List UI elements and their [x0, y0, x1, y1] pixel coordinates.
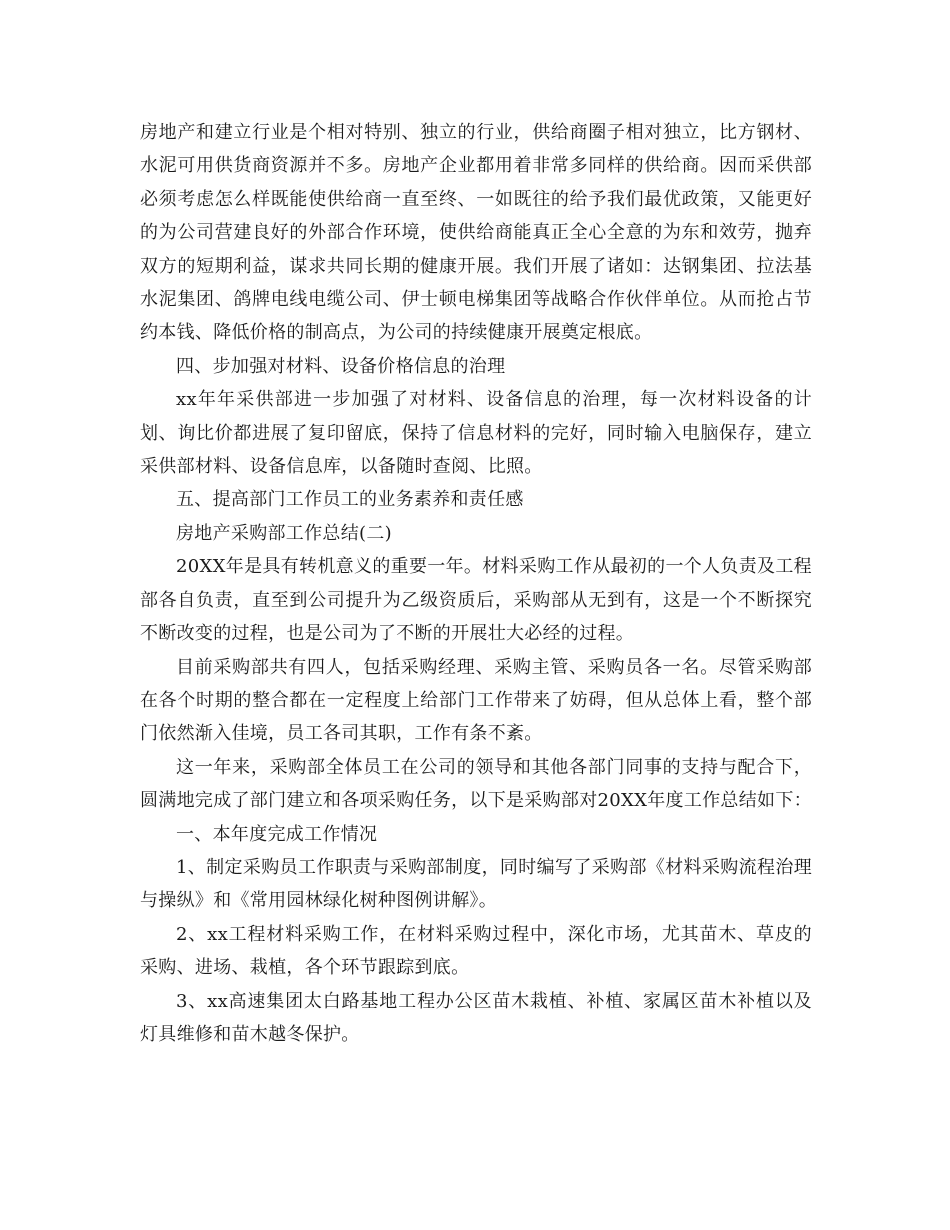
document-body [140, 116, 812, 1051]
paragraph-info-management: xx年年采供部进一步加强了对材料、设备信息的治理，每一次材料设备的计划、询比价都进展了复印留底，保持了信息材料的完好，同时输入电脑保存，建立采供部材料、设备信息库，以备随时查阅、比照。 [140, 389, 812, 478]
paragraph-year-overview: 20XX年是具有转机意义的重要一年。材料采购工作从最初的一个人负责及工程部各自负责，直至到公司提升为乙级资质后，采购部从无到有，这是一个不断探究不断改变的过程，也是公司为了不断的开展壮大必经的过程。 [140, 556, 812, 645]
heading-section-four: 四、步加强对材料、设备价格信息的治理 [176, 355, 506, 377]
list-item-2: 2、xx工程材料采购工作，在材料采购过程中，深化市场，尤其苗木、草皮的采购、进场、栽植，各个环节跟踪到底。 [140, 923, 812, 979]
list-item-1: 1、制定采购员工作职责与采购部制度，同时编写了采购部《材料采购流程治理与操纵》和《常用园林绿化树种图例讲解》。 [140, 856, 812, 912]
paragraph-summary-intro: 这一年来，采购部全体员工在公司的领导和其他各部门同事的支持与配合下，圆满地完成了部门建立和各项采购任务，以下是采购部对20XX年度工作总结如下： [140, 756, 812, 812]
document-subtitle: 房地产采购部工作总结(二) [176, 522, 392, 544]
heading-section-five: 五、提高部门工作员工的业务素养和责任感 [176, 489, 524, 511]
paragraph-staffing: 目前采购部共有四人，包括采购经理、采购主管、采购员各一名。尽管采购部在各个时期的整合都在一定程度上给部门工作带来了妨碍，但从总体上看，整个部门依然渐入佳境，员工各司其职，工作有条不紊。 [140, 656, 812, 745]
heading-section-one: 一、本年度完成工作情况 [176, 823, 378, 845]
paragraph-partner-strategy: 房地产和建立行业是个相对特别、独立的行业，供给商圈子相对独立，比方钢材、水泥可用供货商资源并不多。房地产企业都用着非常多同样的供给商。因而采供部必须考虑怎么样既能使供给商一直至终、一如既往的给予我们最优政策，又能更好的为公司营建良好的外部合作环境，使供给商能真正全心全意的为东和效劳，抛弃双方的短期利益，谋求共同长期的健康开展。我们开展了诸如：达钢集团、拉法基水泥集团、鸽牌电线电缆公司、伊士顿电梯集团等战略合作伙伴单位。从而抢占节约本钱、降低价格的制高点，为公司的持续健康开展奠定根底。 [140, 122, 812, 344]
list-item-3: 3、xx高速集团太白路基地工程办公区苗木栽植、补植、家属区苗木补植以及灯具维修和苗木越冬保护。 [140, 990, 812, 1045]
